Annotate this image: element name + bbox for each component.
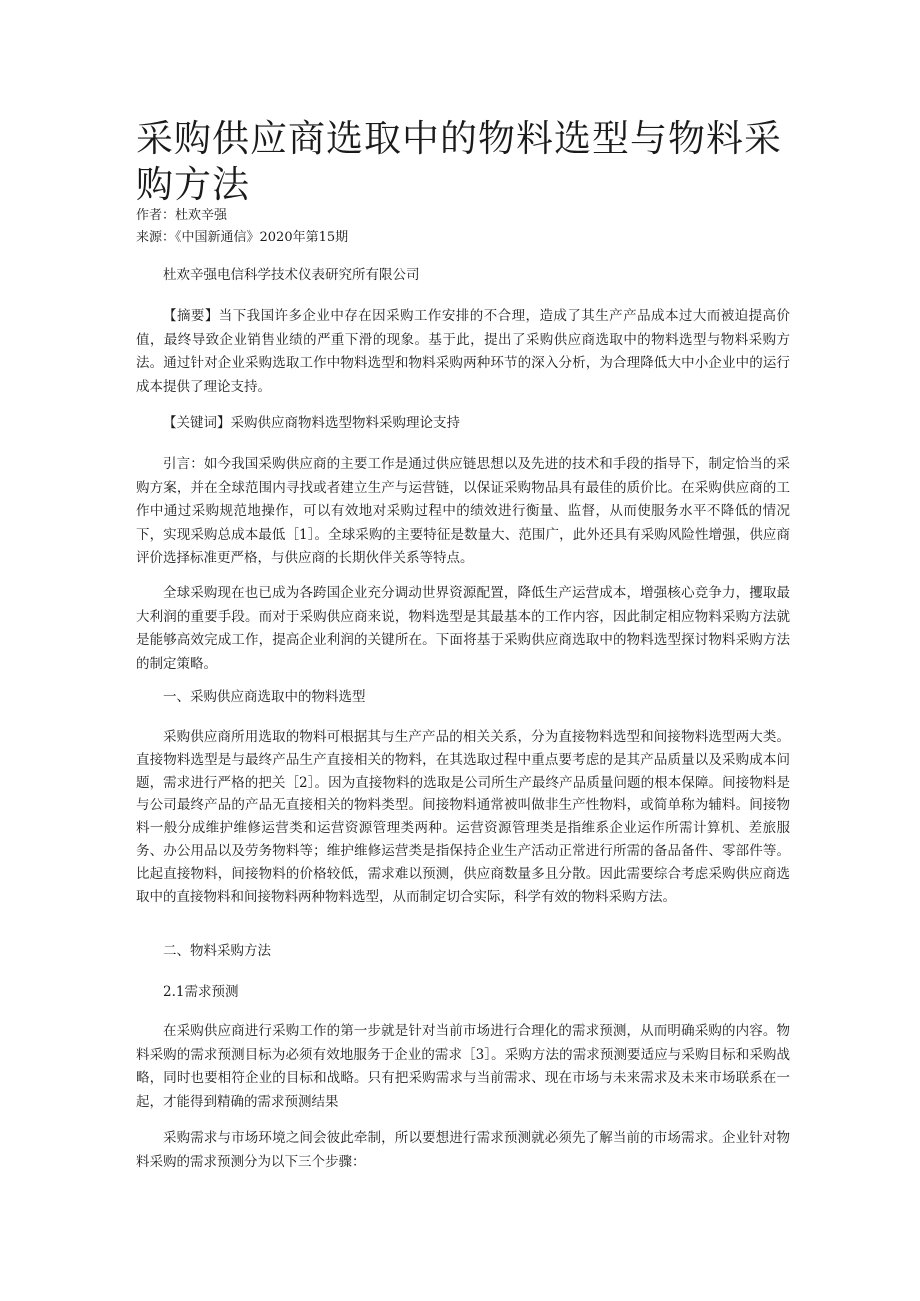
section-2-1-paragraph-2: 采购需求与市场环境之间会彼此牵制，所以要想进行需求预测就必须先了解当前的市场需求。企业针对物料采购的需求预测分为以下三个步骤： xyxy=(136,1130,790,1170)
abstract-paragraph: 【摘要】当下我国许多企业中存在因采购工作安排的不合理，造成了其生产产品成本过大而被迫提高价值，最终导致企业销售业绩的严重下滑的现象。基于此，提出了采购供应商选取中的物料选型与物料采购方法。通过针对企业采购选取工作中物料选型和物料采购两种环节的深入分析，为合理降低大中小企业中的运行成本提供了理论支持。 xyxy=(136,308,790,395)
section-2-1-paragraph: 在采购供应商进行采购工作的第一步就是针对当前市场进行合理化的需求预测，从而明确采购的内容。物料采购的需求预测目标为必须有效地服务于企业的需求［3］。采购方法的需求预测要适应与采购目标和采购战略，同时也要相符企业的目标和战略。只有把采购需求与当前需求、现在市场与未来需求及未来市场联系在一起，才能得到精确的需求预测结果 xyxy=(136,1023,790,1110)
article-title: 采购供应商选取中的物料选型与物料采购方法 xyxy=(136,117,782,206)
keywords-paragraph: 【关键词】采购供应商物料选型物料采购理论支持 xyxy=(163,415,460,431)
intro-paragraph: 引言：如今我国采购供应商的主要工作是通过供应链思想以及先进的技术和手段的指导下，制定恰当的采购方案，并在全球范围内寻找或者建立生产与运营链，以保证采购物品具有最佳的质价比。在采购供应商的工作中通过采购规范地操作，可以有效地对采购过程中的绩效进行衡量、监督，从而使服务水平不降低的情况下，实现采购总成本最低［1］。全球采购的主要特征是数量大、范围广，此外还具有采购风险性增强，供应商评价选择标准更严格，与供应商的长期伙伴关系等特点。 xyxy=(136,456,790,566)
source-line: 来源：《中国新通信》2020年第15期 xyxy=(136,230,349,245)
global-procurement-paragraph: 全球采购现在也已成为各跨国企业充分调动世界资源配置，降低生产运营成本，增强核心竞争力，攫取最大利润的重要手段。而对于采购供应商来说，物料选型是其最基本的工作内容，因此制定相应物料采购方法就是能够高效完成工作，提高企业利润的关键所在。下面将基于采购供应商选取中的物料选型探讨物料采购方法的制定策略。 xyxy=(136,585,790,672)
section-2-heading: 二、物料采购方法 xyxy=(163,943,271,959)
section-2-1-heading: 2.1需求预测 xyxy=(163,984,239,1000)
section-1-paragraph: 采购供应商所用选取的物料可根据其与生产产品的相关关系，分为直接物料选型和间接物料选型两大类。直接物料选型是与最终产品生产直接相关的物料，在其选取过程中重点要考虑的是其产品质量以及采购成本问题，需求进行严格的把关［2］。因为直接物料的选取是公司所生产最终产品质量问题的根本保障。间接物料是与公司最终产品的产品无直接相关的物料类型。间接物料通常被叫做非生产性物料，或简单称为辅料。间接物料一般分成维护维修运营类和运营资源管理类两种。运营资源管理类是指维系企业运作所需计算机、差旅服务、办公用品以及劳务物料等；维护维修运营类是指保持企业生产活动正常进行所需的备品备件、零部件等。比起直接物料，间接物料的价格较低，需求难以预测，供应商数量多且分散。因此需要综合考虑采购供应商选取中的直接物料和间接物料两种物料选型，从而制定切合实际，科学有效的物料采购方法。 xyxy=(136,729,790,905)
section-1-heading: 一、采购供应商选取中的物料选型 xyxy=(163,689,366,705)
author-line: 作者：杜欢辛强 xyxy=(136,208,228,223)
affiliation: 杜欢辛强电信科学技术仪表研究所有限公司 xyxy=(163,267,420,283)
